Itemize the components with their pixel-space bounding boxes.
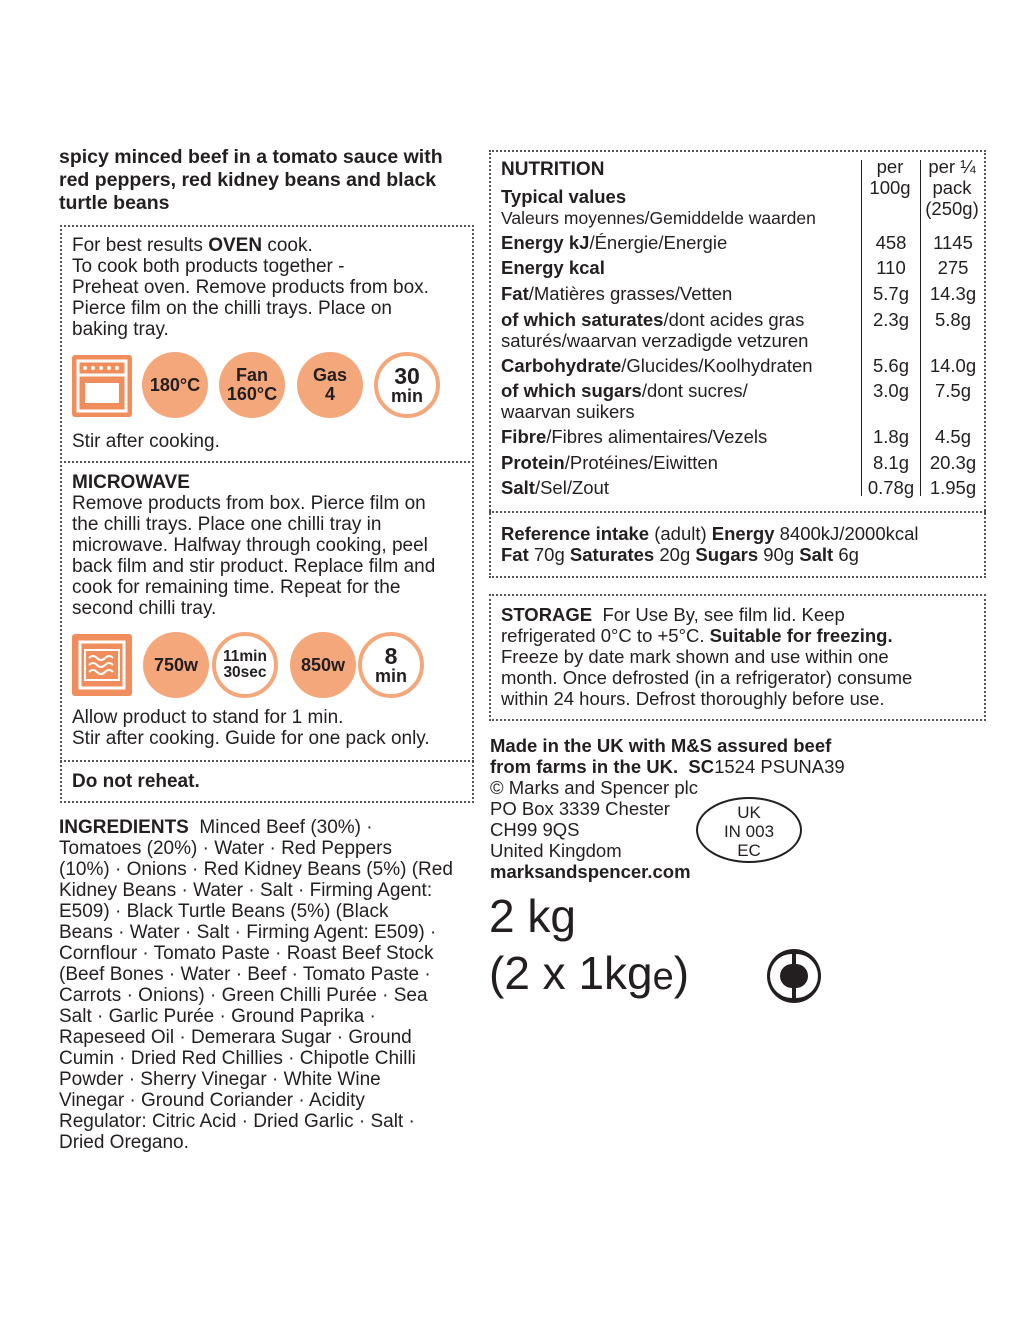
microwave-time-value: 8 [384,643,398,669]
fan-label: Fan [235,365,268,385]
nutrition-row: Fibre/Fibres alimentaires/Vezels [501,426,768,447]
col-header-line: pack [932,177,972,198]
divider [489,511,986,513]
oven-intro: For best results OVEN cook. [72,235,313,256]
oven-icon [72,355,132,417]
storage-line: Freeze by date mark shown and use within one [501,646,889,667]
microwave-line: back film and stir product. Replace film and [72,556,436,577]
net-weight: 2 kg [489,890,576,942]
ingredients-first-line: INGREDIENTS Minced Beef (30%) · [59,817,373,838]
health-mark-line: UK [737,803,761,822]
value-per-100g: 5.6g [872,355,909,376]
health-mark-line: EC [737,841,761,860]
health-mark-line: IN 003 [723,822,775,841]
microwave-time: 11min [223,648,267,665]
value-per-pack: 5.8g [934,309,971,330]
gas-label: Gas [312,365,348,385]
nutrition-row: Carbohydrate/Glucides/Koolhydraten [501,355,813,376]
value-per-100g: 5.7g [872,283,909,304]
reference-intake: Reference intake (adult) Energy 8400kJ/2000kcal Fat 70g Saturates 20g Sugars 90g Salt 6g [501,523,919,565]
oven-line: To cook both products together - [72,256,345,277]
divider [60,760,474,762]
guide-note: Stir after cooking. Guide for one pack only. [72,728,430,749]
ingredients-line: Cumin · Dried Red Chillies · Chipotle Chilli [59,1048,416,1069]
col-header-per-100g [862,156,918,198]
website: marksandspencer.com [490,861,691,882]
microwave-heading: MICROWAVE [72,472,190,493]
microwave-time-750 [212,632,278,698]
storage-line: month. Once defrosted (in a refrigerator) consume [501,667,913,688]
health-mark-oval [696,797,802,863]
value-per-100g: 458 [875,232,907,253]
gas-mark-badge [297,352,363,418]
product-title-line: turtle beans [59,192,170,214]
address-line: United Kingdom [490,840,622,861]
storage: STORAGE For Use By, see film lid. Keep refrigerated 0°C to +5°C. Suitable for freezing. Freeze by date mark shown and use within one month. Once defrosted (in a refrigerator) consume within 24 hours. Defrost thoroughly before use. [501,604,981,709]
microwave-power: 850w [300,654,346,675]
reheat-warning: Do not reheat. [72,771,200,792]
value-per-pack: 14.3g [929,283,977,304]
oven-time-unit: min [390,386,423,406]
microwave-instructions [72,472,472,619]
nutrition-row: Energy kcal [501,257,605,278]
microwave-time: 30sec [223,664,267,681]
nutrition-row: Energy kJ/Énergie/Energie [501,232,728,253]
value-per-100g: 3.0g [872,380,909,401]
microwave-line: Remove products from box. Pierce film on [72,493,426,514]
nutrition-row: Salt/Sel/Zout [501,477,609,498]
col-header-per-pack [920,156,984,219]
product-title [59,146,479,215]
microwave-line: the chilli trays. Place one chilli tray in [72,514,382,535]
value-per-pack: 1.95g [929,477,977,498]
ingredients-line: Beans · Water · Salt · Firming Agent: E509) · [59,922,437,943]
ingredients-line: Salt · Garlic Purée · Ground Paprika · [59,1006,376,1027]
value-per-100g: 2.3g [872,309,909,330]
ingredients-line: Powder · Sherry Vinegar · White Wine [59,1069,381,1090]
value-per-100g: 0.78g [867,477,915,498]
value-per-pack: 4.5g [934,426,971,447]
storage-heading: STORAGE [501,604,593,625]
microwave-power-750 [143,632,209,698]
microwave-line: second chilli tray. [72,598,217,619]
oven-time-value: 30 [394,363,420,389]
fan-temp-badge [219,352,285,418]
ingredients-line: (Beef Bones · Water · Beef · Tomato Paste · [59,964,431,985]
typical-values-sub: Valeurs moyennes/Gemiddelde waarden [501,208,816,228]
oven-line: Preheat oven. Remove products from box. [72,277,429,298]
oven-after: Stir after cooking. [72,431,220,452]
oven-line: baking tray. [72,319,169,340]
nutrition-row-sub: waarvan suikers [501,401,635,422]
nutrition-row: Protein/Protéines/Eiwitten [501,452,718,473]
value-per-pack: 7.5g [934,380,971,401]
col-header-line: 100g [869,177,911,198]
ingredients-line: Cornflour · Tomato Paste · Roast Beef Stock [59,943,434,964]
oven-instructions [72,235,467,340]
ingredients-line: (10%) · Onions · Red Kidney Beans (5%) (Red [59,859,453,880]
value-per-100g: 1.8g [872,426,909,447]
copyright: © Marks and Spencer plc [490,777,698,798]
microwave-line: cook for remaining time. Repeat for the [72,577,401,598]
ingredients-line: Rapeseed Oil · Demerara Sugar · Ground [59,1027,412,1048]
value-per-100g: 110 [876,257,906,278]
microwave-after [72,707,472,749]
typical-values: Typical values [501,186,627,207]
ingredients-heading: INGREDIENTS [59,817,189,838]
value-per-pack: 14.0g [929,355,977,376]
gas-mark: 4 [324,384,335,404]
microwave-power: 750w [153,654,199,675]
nutrition-heading: NUTRITION [501,159,605,180]
address-line: PO Box 3339 Chester [490,798,670,819]
divider [60,461,474,463]
product-title-line: spicy minced beef in a tomato sauce with [59,146,443,168]
nutrition-row: of which sugars/dont sucres/ waarvan suikers [501,380,748,422]
oven-time-badge [374,352,440,418]
col-header-line: per ¼ [928,156,976,177]
value-per-100g: 8.1g [872,452,909,473]
storage-line: within 24 hours. Defrost thoroughly before use. [501,688,885,709]
green-dot-icon [766,948,822,1004]
ingredients-line: Vinegar · Ground Coriander · Acidity [59,1090,365,1111]
ingredients-line: E509) · Black Turtle Beans (5%) (Black [59,901,389,922]
stand-time: Allow product to stand for 1 min. [72,707,344,728]
oven-temp-badge [142,352,208,418]
value-per-pack: 1145 [933,232,973,253]
value-per-pack: 275 [937,257,969,278]
origin-line: Made in the UK with M&S assured beef [490,735,832,756]
pack-weight: (2 x 1kge) [489,947,690,999]
ingredients [59,817,479,1153]
product-title-line: red peppers, red kidney beans and black [59,169,437,191]
fan-temp: 160°C [226,384,278,404]
ingredients-line: Regulator: Citric Acid · Dried Garlic · Salt · [59,1111,415,1132]
address-line: CH99 9QS [490,819,580,840]
origin-line: from farms in the UK. SC1524 PSUNA39 [490,756,845,777]
ingredients-line: Dried Oregano. [59,1132,189,1153]
microwave-power-850 [290,632,356,698]
nutrition-row: Fat/Matières grasses/Vetten [501,283,733,304]
microwave-icon [72,634,132,696]
ingredients-line: Tomatoes (20%) · Water · Red Peppers [59,838,392,859]
value-per-pack: 20.3g [929,452,977,473]
col-header-line: per [876,156,904,177]
microwave-time-850 [358,632,424,698]
microwave-time-unit: min [374,666,407,686]
e-mark: e [652,956,674,998]
nutrition-row-sub: saturés/waarvan verzadigde vetzuren [501,330,809,351]
col-header-line: (250g) [925,198,979,219]
oven-line: Pierce film on the chilli trays. Place on [72,298,392,319]
nutrition-row: of which saturates/dont acides gras saturés/waarvan verzadigde vetzuren [501,309,809,351]
ingredients-line: Carrots · Onions) · Green Chilli Purée · Sea [59,985,428,1006]
oven-temp: 180°C [149,374,201,395]
ingredients-line: Kidney Beans · Water · Salt · Firming Agent: [59,880,433,901]
microwave-line: microwave. Halfway through cooking, peel [72,535,428,556]
